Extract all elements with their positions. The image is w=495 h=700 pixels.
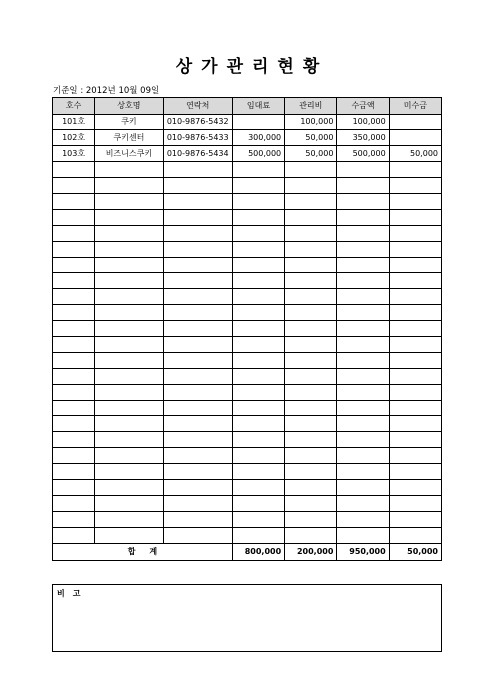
empty-cell: [285, 162, 337, 178]
empty-cell: [285, 321, 337, 337]
empty-cell: [232, 178, 284, 194]
empty-cell: [95, 162, 163, 178]
empty-cell: [53, 225, 95, 241]
store-management-table: [52, 97, 442, 561]
empty-cell: [163, 257, 232, 273]
empty-cell: [163, 384, 232, 400]
empty-cell: [163, 321, 232, 337]
empty-cell: [285, 479, 337, 495]
empty-cell: [232, 511, 284, 527]
management-fee-cell: 50,000: [285, 146, 337, 162]
empty-row: [53, 416, 442, 432]
empty-cell: [337, 384, 389, 400]
empty-row: [53, 448, 442, 464]
table-row: [53, 130, 442, 146]
management-fee-cell: 50,000: [285, 130, 337, 146]
empty-cell: [53, 178, 95, 194]
rent-cell: 300,000: [232, 130, 284, 146]
empty-row: [53, 273, 442, 289]
empty-cell: [95, 289, 163, 305]
empty-cell: [163, 432, 232, 448]
empty-cell: [285, 193, 337, 209]
empty-cell: [285, 416, 337, 432]
empty-cell: [285, 464, 337, 480]
empty-cell: [53, 368, 95, 384]
empty-cell: [53, 432, 95, 448]
empty-cell: [285, 495, 337, 511]
empty-cell: [95, 448, 163, 464]
empty-cell: [389, 305, 441, 321]
empty-row: [53, 209, 442, 225]
collected-cell: 350,000: [337, 130, 389, 146]
empty-cell: [232, 162, 284, 178]
empty-cell: [389, 336, 441, 352]
empty-cell: [163, 162, 232, 178]
empty-row: [53, 321, 442, 337]
empty-cell: [337, 464, 389, 480]
empty-cell: [232, 527, 284, 543]
empty-cell: [232, 209, 284, 225]
empty-cell: [337, 527, 389, 543]
empty-cell: [337, 368, 389, 384]
empty-cell: [285, 511, 337, 527]
empty-cell: [337, 416, 389, 432]
empty-cell: [389, 289, 441, 305]
total-collected: 950,000: [337, 543, 389, 560]
unit-no-cell: 103호: [53, 146, 95, 162]
store-name-cell: 비즈니스쿠키: [95, 146, 163, 162]
empty-cell: [53, 527, 95, 543]
empty-cell: [163, 209, 232, 225]
empty-row: [53, 162, 442, 178]
empty-cell: [53, 448, 95, 464]
collected-cell: 500,000: [337, 146, 389, 162]
empty-cell: [163, 289, 232, 305]
table-row: [53, 146, 442, 162]
empty-cell: [337, 193, 389, 209]
empty-cell: [389, 209, 441, 225]
empty-cell: [389, 495, 441, 511]
empty-cell: [337, 479, 389, 495]
header-unit-no: 호수: [53, 98, 95, 115]
empty-cell: [163, 527, 232, 543]
empty-cell: [337, 241, 389, 257]
empty-row: [53, 527, 442, 543]
contact-cell: 010-9876-5432: [163, 114, 232, 130]
total-management-fee: 200,000: [285, 543, 337, 560]
empty-cell: [53, 241, 95, 257]
empty-cell: [389, 448, 441, 464]
empty-cell: [95, 479, 163, 495]
empty-cell: [232, 384, 284, 400]
empty-cell: [95, 178, 163, 194]
empty-cell: [285, 352, 337, 368]
rent-cell: 500,000: [232, 146, 284, 162]
table-row: [53, 114, 442, 130]
empty-cell: [337, 162, 389, 178]
empty-cell: [232, 479, 284, 495]
empty-cell: [389, 464, 441, 480]
empty-row: [53, 432, 442, 448]
empty-cell: [95, 400, 163, 416]
empty-row: [53, 257, 442, 273]
total-label: 합계: [53, 543, 233, 560]
empty-cell: [163, 352, 232, 368]
unit-no-cell: 101호: [53, 114, 95, 130]
empty-cell: [389, 352, 441, 368]
empty-row: [53, 495, 442, 511]
unit-no-cell: 102호: [53, 130, 95, 146]
empty-cell: [232, 336, 284, 352]
empty-cell: [389, 273, 441, 289]
empty-cell: [389, 368, 441, 384]
empty-cell: [95, 241, 163, 257]
remarks-label: 비고: [57, 589, 89, 598]
empty-cell: [389, 321, 441, 337]
empty-cell: [337, 289, 389, 305]
empty-cell: [285, 209, 337, 225]
empty-cell: [389, 511, 441, 527]
empty-cell: [337, 432, 389, 448]
header-outstanding: 미수금: [389, 98, 441, 115]
empty-cell: [163, 464, 232, 480]
empty-row: [53, 400, 442, 416]
empty-cell: [232, 321, 284, 337]
empty-row: [53, 511, 442, 527]
empty-cell: [285, 400, 337, 416]
empty-row: [53, 193, 442, 209]
store-name-cell: 쿠키센터: [95, 130, 163, 146]
management-fee-cell: 100,000: [285, 114, 337, 130]
empty-row: [53, 289, 442, 305]
empty-cell: [389, 225, 441, 241]
empty-cell: [163, 479, 232, 495]
empty-cell: [53, 495, 95, 511]
empty-cell: [163, 193, 232, 209]
empty-cell: [285, 241, 337, 257]
empty-row: [53, 336, 442, 352]
empty-cell: [95, 384, 163, 400]
empty-cell: [389, 416, 441, 432]
empty-cell: [53, 479, 95, 495]
empty-cell: [285, 305, 337, 321]
empty-cell: [53, 464, 95, 480]
empty-cell: [232, 257, 284, 273]
empty-cell: [95, 257, 163, 273]
header-store-name: 상호명: [95, 98, 163, 115]
empty-cell: [232, 289, 284, 305]
empty-cell: [337, 273, 389, 289]
empty-cell: [163, 336, 232, 352]
empty-cell: [389, 384, 441, 400]
empty-cell: [95, 336, 163, 352]
empty-cell: [285, 448, 337, 464]
empty-cell: [232, 352, 284, 368]
empty-cell: [53, 400, 95, 416]
empty-cell: [53, 162, 95, 178]
total-rent: 800,000: [232, 543, 284, 560]
empty-row: [53, 368, 442, 384]
empty-cell: [163, 273, 232, 289]
header-contact: 연락처: [163, 98, 232, 115]
empty-cell: [53, 289, 95, 305]
empty-cell: [53, 193, 95, 209]
empty-cell: [53, 511, 95, 527]
empty-cell: [53, 336, 95, 352]
contact-cell: 010-9876-5433: [163, 130, 232, 146]
empty-cell: [337, 511, 389, 527]
empty-cell: [95, 416, 163, 432]
empty-cell: [337, 257, 389, 273]
empty-row: [53, 178, 442, 194]
empty-cell: [95, 352, 163, 368]
empty-cell: [95, 464, 163, 480]
contact-cell: 010-9876-5434: [163, 146, 232, 162]
empty-cell: [163, 511, 232, 527]
empty-cell: [232, 400, 284, 416]
empty-cell: [285, 178, 337, 194]
empty-row: [53, 225, 442, 241]
empty-cell: [389, 400, 441, 416]
outstanding-cell: [389, 114, 441, 130]
empty-cell: [337, 321, 389, 337]
empty-cell: [95, 225, 163, 241]
empty-cell: [95, 209, 163, 225]
empty-cell: [285, 384, 337, 400]
empty-cell: [163, 368, 232, 384]
empty-cell: [337, 305, 389, 321]
table-header-row: [53, 98, 442, 115]
empty-cell: [95, 527, 163, 543]
empty-cell: [337, 400, 389, 416]
empty-row: [53, 479, 442, 495]
empty-cell: [163, 448, 232, 464]
empty-cell: [337, 209, 389, 225]
empty-row: [53, 241, 442, 257]
empty-cell: [285, 527, 337, 543]
empty-cell: [95, 273, 163, 289]
empty-cell: [163, 305, 232, 321]
empty-cell: [53, 416, 95, 432]
empty-cell: [337, 448, 389, 464]
outstanding-cell: [389, 130, 441, 146]
empty-cell: [389, 178, 441, 194]
empty-cell: [232, 241, 284, 257]
empty-cell: [337, 336, 389, 352]
empty-cell: [95, 193, 163, 209]
total-row: [53, 543, 442, 560]
empty-cell: [389, 479, 441, 495]
empty-cell: [163, 225, 232, 241]
empty-row: [53, 384, 442, 400]
empty-cell: [163, 178, 232, 194]
empty-cell: [389, 162, 441, 178]
empty-cell: [53, 305, 95, 321]
empty-cell: [232, 273, 284, 289]
empty-cell: [232, 416, 284, 432]
empty-cell: [337, 352, 389, 368]
rent-cell: [232, 114, 284, 130]
empty-cell: [389, 193, 441, 209]
empty-cell: [389, 527, 441, 543]
empty-cell: [389, 257, 441, 273]
empty-cell: [232, 432, 284, 448]
empty-cell: [95, 321, 163, 337]
empty-cell: [53, 384, 95, 400]
empty-cell: [232, 368, 284, 384]
empty-cell: [285, 225, 337, 241]
empty-cell: [285, 273, 337, 289]
empty-row: [53, 352, 442, 368]
empty-cell: [163, 495, 232, 511]
outstanding-cell: 50,000: [389, 146, 441, 162]
empty-cell: [95, 511, 163, 527]
empty-cell: [163, 400, 232, 416]
empty-cell: [285, 289, 337, 305]
empty-cell: [337, 178, 389, 194]
empty-cell: [285, 432, 337, 448]
collected-cell: 100,000: [337, 114, 389, 130]
empty-row: [53, 305, 442, 321]
empty-cell: [95, 495, 163, 511]
empty-cell: [232, 193, 284, 209]
empty-cell: [53, 352, 95, 368]
empty-cell: [53, 209, 95, 225]
empty-cell: [285, 336, 337, 352]
empty-cell: [285, 368, 337, 384]
remarks-box: [52, 584, 442, 652]
header-management-fee: 관리비: [285, 98, 337, 115]
store-name-cell: 쿠키: [95, 114, 163, 130]
empty-cell: [53, 273, 95, 289]
page-title: 상가관리현황: [175, 57, 329, 77]
header-collected: 수금액: [337, 98, 389, 115]
empty-cell: [232, 225, 284, 241]
empty-cell: [95, 368, 163, 384]
empty-row: [53, 464, 442, 480]
empty-cell: [95, 305, 163, 321]
empty-cell: [232, 495, 284, 511]
empty-cell: [285, 257, 337, 273]
empty-cell: [337, 225, 389, 241]
empty-cell: [389, 241, 441, 257]
empty-cell: [337, 495, 389, 511]
empty-cell: [95, 432, 163, 448]
total-outstanding: 50,000: [389, 543, 441, 560]
empty-cell: [232, 448, 284, 464]
empty-cell: [163, 416, 232, 432]
empty-cell: [53, 257, 95, 273]
base-date: 기준일 : 2012년 10월 09일: [53, 86, 160, 96]
header-rent: 임대료: [232, 98, 284, 115]
empty-cell: [163, 241, 232, 257]
empty-cell: [389, 432, 441, 448]
empty-cell: [232, 305, 284, 321]
empty-cell: [53, 321, 95, 337]
empty-cell: [232, 464, 284, 480]
